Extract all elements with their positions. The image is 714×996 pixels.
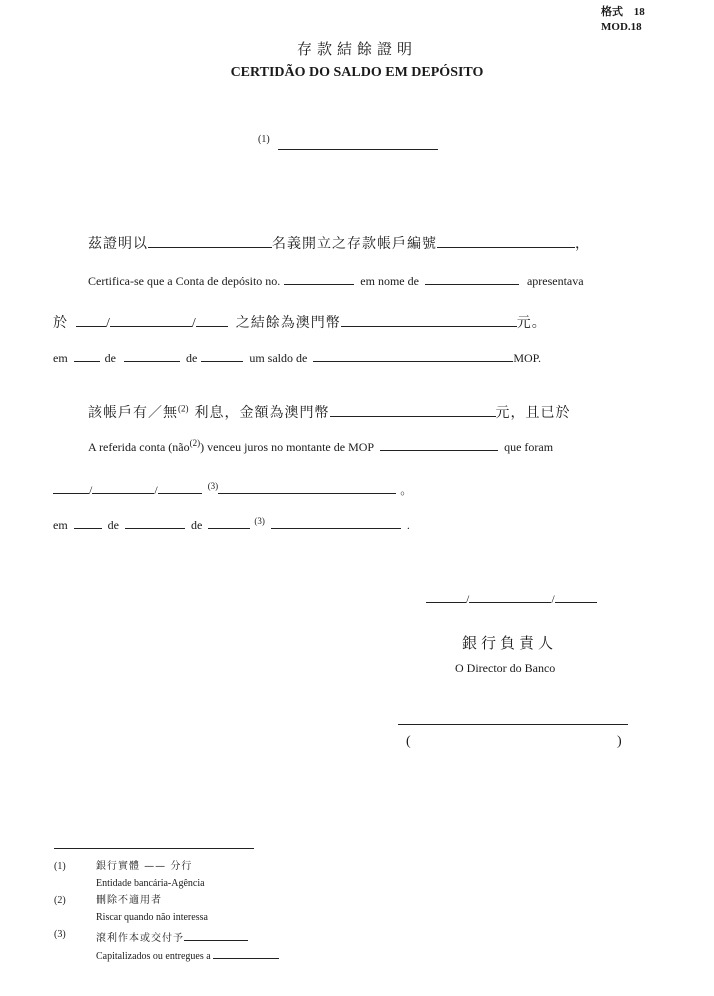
p1-cn-a: 茲證明以 <box>88 236 148 252</box>
p2-year-blank[interactable] <box>196 314 228 327</box>
p2-pt-saldo: um saldo de <box>249 351 308 365</box>
title-pt: CERTIDÃO DO SALDO EM DEPÓSITO <box>230 65 484 80</box>
footnote-3-pt: Capitalizados ou entregues a <box>96 951 211 962</box>
footnote-2-cn: 刪除不適用者 <box>96 895 162 906</box>
sig-day-blank[interactable] <box>426 590 466 603</box>
p4-year-blank[interactable] <box>158 481 202 494</box>
p4-pt-line <box>53 516 410 531</box>
signature-title-pt: O Director do Banco <box>455 661 556 675</box>
p2-cn-c: 元。 <box>516 315 547 331</box>
p3-amount-blank[interactable] <box>330 404 496 417</box>
p3-pt-b: ) venceu juros no montante de MOP <box>200 440 375 454</box>
p2-day-blank[interactable] <box>76 314 106 327</box>
sig-year-blank[interactable] <box>555 590 597 603</box>
p1-account-blank[interactable] <box>437 235 575 248</box>
p4-end-cn: 。 <box>400 483 414 497</box>
footnote-1-cn: 銀行實體 —— 分行 <box>96 861 193 872</box>
footnote-1-num: (1) <box>54 861 66 872</box>
p4-pt-de1: de <box>107 518 119 532</box>
p2-pt-year-blank[interactable] <box>201 349 243 362</box>
p3-pt-ref: (2) <box>189 438 201 448</box>
signature-line[interactable] <box>398 724 628 725</box>
p3-cn-a: 該帳戶有／無 <box>88 405 178 421</box>
p3-cn-b: 利息，金額為澳門幣 <box>194 405 330 421</box>
sig-slash1: / <box>466 592 470 606</box>
p2-cn-line <box>53 314 547 331</box>
p4-recipient-blank[interactable] <box>218 481 396 494</box>
header-blank[interactable] <box>278 149 438 150</box>
form-code-cn: 格式 <box>601 5 623 18</box>
p4-slash1: / <box>89 483 93 497</box>
p3-cn-line <box>88 404 571 421</box>
p3-pt-line <box>88 438 553 453</box>
form-code <box>601 6 645 18</box>
footnote-3-cn: 滾利作本或交付予 <box>96 933 184 944</box>
p4-pt-de2: de <box>191 518 203 532</box>
p1-pt-a: Certifica-se que a Conta de depósito no. <box>88 274 281 288</box>
title-cn: 存款結餘證明 <box>296 40 417 58</box>
footnote-3-num: (3) <box>54 929 66 940</box>
form-code-no: 18 <box>633 6 645 18</box>
p4-slash2: / <box>154 483 158 497</box>
p2-amount-blank[interactable] <box>341 314 517 327</box>
footnote-3-pt-line <box>96 948 279 962</box>
p4-pt-year-blank[interactable] <box>208 516 250 529</box>
footnote-2-num: (2) <box>54 895 66 906</box>
p4-pt-day-blank[interactable] <box>74 516 102 529</box>
p4-pt-end: . <box>406 518 410 532</box>
p4-ref: (3) <box>207 481 219 491</box>
p2-cn-a: 於 <box>53 315 68 331</box>
footnote-3-cn-blank[interactable] <box>184 930 248 941</box>
footnote-3-cn-line <box>96 930 248 944</box>
signature-paren-open: ( <box>406 734 411 749</box>
p1-pt-b: em nome de <box>360 274 419 288</box>
p4-cn-line <box>53 481 413 496</box>
p1-pt-name-blank[interactable] <box>425 272 519 285</box>
p2-pt-de2: de <box>186 351 198 365</box>
sig-month-blank[interactable] <box>469 590 551 603</box>
p1-name-blank[interactable] <box>148 235 272 248</box>
sig-slash2: / <box>551 592 555 606</box>
p2-pt-day-blank[interactable] <box>74 349 100 362</box>
p4-month-blank[interactable] <box>92 481 154 494</box>
p1-cn-c: ， <box>575 236 590 252</box>
p3-pt-amount-blank[interactable] <box>380 438 498 451</box>
p2-pt-month-blank[interactable] <box>124 349 180 362</box>
p4-pt-recipient-blank[interactable] <box>271 516 401 529</box>
p3-pt-a: A referida conta (não <box>88 440 190 454</box>
p2-slash2: / <box>191 316 196 331</box>
p1-pt-account-blank[interactable] <box>284 272 354 285</box>
p2-pt-amount-blank[interactable] <box>313 349 513 362</box>
p1-cn-b: 名義開立之存款帳戶編號 <box>272 236 437 252</box>
form-code-pt: MOD.18 <box>601 21 642 33</box>
footnote-1-pt: Entidade bancária-Agência <box>96 878 205 889</box>
p4-pt-em: em <box>53 518 68 532</box>
p4-pt-month-blank[interactable] <box>125 516 185 529</box>
signature-title-cn: 銀行負責人 <box>462 634 558 652</box>
signature-date <box>426 590 597 605</box>
footnote-separator <box>54 848 254 849</box>
p2-pt-em: em <box>53 351 68 365</box>
p2-pt-mop: MOP. <box>513 351 542 365</box>
p2-pt-de1: de <box>104 351 116 365</box>
p3-cn-c: 元，且已於 <box>495 405 571 421</box>
header-ref: (1) <box>258 134 270 145</box>
p1-pt-c: apresentava <box>526 274 584 288</box>
p4-pt-ref: (3) <box>254 516 265 526</box>
p2-pt-line <box>53 349 541 364</box>
p4-day-blank[interactable] <box>53 481 89 494</box>
p3-cn-ref: (2) <box>178 403 189 414</box>
p1-pt-line <box>88 272 584 287</box>
p3-pt-c: que foram <box>504 440 554 454</box>
p2-slash1: / <box>106 316 110 331</box>
p1-cn-line <box>88 235 590 252</box>
footnote-3-pt-blank[interactable] <box>213 948 279 959</box>
p2-month-blank[interactable] <box>110 314 192 327</box>
signature-paren-close: ) <box>617 734 622 749</box>
footnote-2-pt: Riscar quando não interessa <box>96 912 208 923</box>
p2-cn-b: 之結餘為澳門幣 <box>235 315 341 331</box>
